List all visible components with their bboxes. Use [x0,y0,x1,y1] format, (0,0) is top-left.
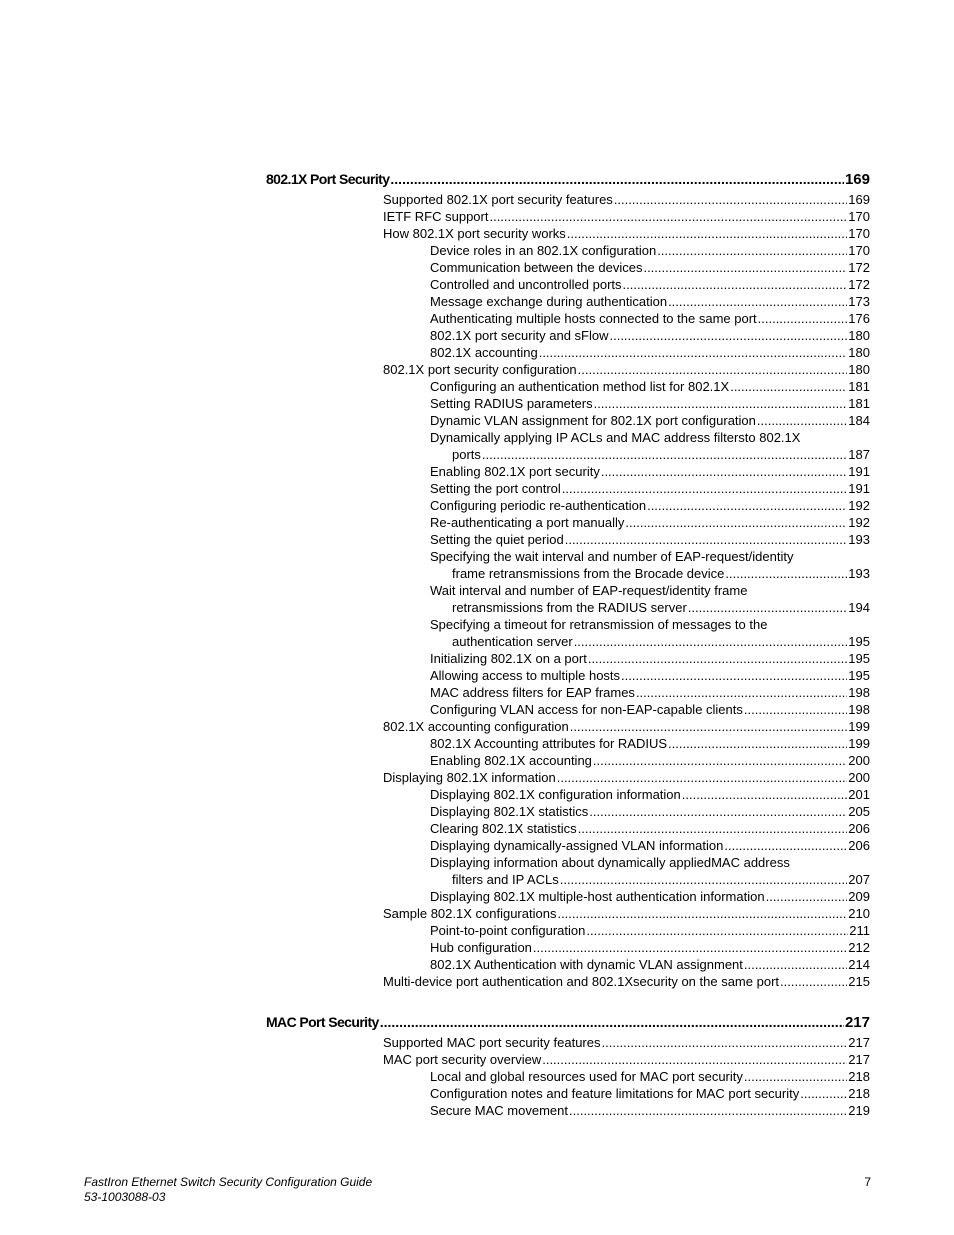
toc-entry-label: Displaying 802.1X information [383,770,556,785]
toc-entry-page-number: 211 [849,923,870,938]
toc-entry[interactable] [430,395,870,412]
toc-entry-label: Displaying 802.1X configuration information [430,787,681,802]
toc-entry-page-number: 212 [848,940,870,955]
toc-entry[interactable] [430,259,870,276]
toc-entry-page-number: 180 [848,328,870,343]
toc-entry-page-number: 169 [848,192,870,207]
toc-entry[interactable] [383,973,870,990]
toc-entry-page-number: 199 [848,719,870,734]
toc-entry[interactable] [430,276,870,293]
toc-chapter-heading[interactable] [266,171,870,191]
toc-entry-page-number: 198 [848,702,870,717]
toc-entry[interactable] [430,1085,870,1102]
dot-leader [800,1085,847,1102]
dot-leader [724,837,847,854]
toc-entry[interactable] [430,310,870,327]
toc-entry-label: How 802.1X port security works [383,226,566,241]
dot-leader [578,361,848,378]
toc-entry[interactable] [383,191,870,208]
toc-entry-label: Setting the quiet period [430,532,564,547]
toc-entry[interactable] [383,225,870,242]
dot-leader [609,327,847,344]
toc-entry[interactable] [266,548,870,582]
toc-entry-page-number: 200 [848,753,870,768]
toc-entry-page-number: 219 [848,1103,870,1118]
toc-entry-page-number: 180 [848,362,870,377]
page-footer [84,1175,871,1205]
toc-entry-label: Displaying dynamically-assigned VLAN information [430,838,724,853]
toc-entry-page-number: 187 [848,447,870,462]
toc-entry-page-number: 215 [848,974,870,989]
toc-entry-label: Message exchange during authentication [430,294,668,309]
dot-leader [565,531,848,548]
toc-entry[interactable] [430,412,870,429]
toc-entry-label: Setting the port control [430,481,561,496]
toc-entry-label-continued: frame retransmissions from the Brocade device [452,566,725,581]
toc-entry-page-number: 199 [848,736,870,751]
dot-leader [562,480,847,497]
toc-entry[interactable] [430,242,870,259]
toc-entry[interactable] [430,1102,870,1119]
toc-entry-page-number: 214 [848,957,870,972]
toc-entry-label: Supported MAC port security features [383,1035,601,1050]
toc-entry[interactable] [430,684,870,701]
toc-entry-page-number: 217 [848,1035,870,1050]
toc-entry-label: MAC port security overview [383,1052,542,1067]
dot-leader [489,208,847,225]
toc-section-mac-port-security [266,1014,870,1119]
toc-entry-page-number: 195 [848,634,870,649]
toc-entry-page-number: 218 [848,1069,870,1084]
toc-entry-label: IETF RFC support [383,209,489,224]
toc-entry-label-continued: ports [452,447,481,462]
toc-entry-page-number: 181 [848,379,870,394]
toc-entry-page-number: 191 [848,464,870,479]
dot-leader [557,905,847,922]
toc-entry[interactable] [266,616,870,650]
toc-entry[interactable] [430,667,870,684]
dot-leader [570,718,848,735]
footer-doc-number: 53-1003088-03 [84,1190,166,1204]
toc-entry[interactable] [430,378,870,395]
dot-leader [657,242,847,259]
dot-leader [668,735,847,752]
toc-entry-label: Displaying information about dynamically appliedMAC address [430,855,790,870]
toc-entry-page-number: 218 [848,1086,870,1101]
chapter-page-number: 217 [844,1014,870,1031]
toc-entry-label: Configuring an authentication method list for 802.1X [430,379,730,394]
toc-entry-label: Displaying 802.1X statistics [430,804,589,819]
dot-leader [586,922,848,939]
dot-leader [688,599,848,616]
dot-leader [602,1034,848,1051]
toc-entry[interactable] [430,497,870,514]
toc-entry[interactable] [430,1068,870,1085]
dot-leader [730,378,847,395]
toc-entry-page-number: 217 [848,1052,870,1067]
toc-entry-label: Enabling 802.1X accounting [430,753,592,768]
toc-entry-label: Secure MAC movement [430,1103,568,1118]
toc-entry-label: 802.1X Authentication with dynamic VLAN assignment [430,957,743,972]
toc-entry-label: Specifying a timeout for retransmission of messages to the [430,617,768,632]
chapter-title: MAC Port Security [266,1014,379,1030]
toc-section-8021x [266,171,870,990]
dot-leader [682,786,848,803]
toc-entry-page-number: 193 [848,566,870,581]
dot-leader [539,344,848,361]
toc-entry[interactable] [430,531,870,548]
toc-entry-label-continued: filters and IP ACLs [452,872,559,887]
toc-entry-label: Configuration notes and feature limitations for MAC port security [430,1086,800,1101]
toc-entry-page-number: 173 [848,294,870,309]
toc-entry-label: Supported 802.1X port security features [383,192,613,207]
dot-leader [625,514,847,531]
toc-entry[interactable] [430,803,870,820]
toc-entry[interactable] [430,701,870,718]
toc-entry-label: Local and global resources used for MAC port security [430,1069,743,1084]
footer-guide-title: FastIron Ethernet Switch Security Configuration Guide [84,1175,373,1189]
toc-entry-label: Dynamically applying IP ACLs and MAC address filtersto 802.1X [430,430,801,445]
toc-entry[interactable] [383,905,870,922]
dot-leader [643,259,847,276]
toc-entry[interactable] [430,820,870,837]
toc-entry-label: Device roles in an 802.1X configuration [430,243,657,258]
toc-entry[interactable] [383,361,870,378]
toc-entry-page-number: 181 [848,396,870,411]
chapter-page-number: 169 [844,171,870,188]
toc-entry[interactable] [430,837,870,854]
toc-chapter-heading[interactable] [266,1014,870,1034]
toc-entry-page-number: 206 [848,838,870,853]
toc-entry[interactable] [430,922,870,939]
toc-entry[interactable] [430,514,870,531]
toc-entry-label: Clearing 802.1X statistics [430,821,577,836]
toc-entry-label: Wait interval and number of EAP-request/identity frame [430,583,748,598]
toc-entry[interactable] [383,1034,870,1051]
toc-entry[interactable] [383,208,870,225]
toc-entry-label: Specifying the wait interval and number of EAP-request/identity [430,549,794,564]
toc-entry-label: 802.1X accounting [430,345,538,360]
toc-entry-page-number: 193 [848,532,870,547]
dot-leader [744,701,847,718]
toc-entry-label: 802.1X port security and sFlow [430,328,609,343]
toc-entry[interactable] [430,650,870,667]
dot-leader [757,412,847,429]
toc-entry[interactable] [430,786,870,803]
dot-leader [744,956,847,973]
dot-leader [533,939,847,956]
toc-entry-label: Configuring VLAN access for non-EAP-capable clients [430,702,743,717]
toc-entry-label: Configuring periodic re-authentication [430,498,647,513]
toc-entry-page-number: 200 [848,770,870,785]
dot-leader [560,871,848,888]
toc-entry-label: MAC address filters for EAP frames [430,685,635,700]
dot-leader [482,446,847,463]
toc-entry-label: 802.1X Accounting attributes for RADIUS [430,736,668,751]
dot-leader [390,171,844,187]
toc-entry[interactable] [430,939,870,956]
toc-entry-label: Controlled and uncontrolled ports [430,277,622,292]
dot-leader [567,225,848,242]
dot-leader [569,1102,847,1119]
toc-entry-label: Dynamic VLAN assignment for 802.1X port configuration [430,413,756,428]
toc-entry-label: Sample 802.1X configurations [383,906,557,921]
dot-leader [621,667,847,684]
dot-leader [594,395,848,412]
toc-entry[interactable] [383,1051,870,1068]
toc-entry[interactable] [430,888,870,905]
toc-entry-page-number: 172 [848,260,870,275]
toc-entry[interactable] [383,718,870,735]
toc-entry[interactable] [430,735,870,752]
toc-entry-page-number: 206 [848,821,870,836]
footer-page-number: 7 [864,1175,871,1189]
toc-entry[interactable] [383,769,870,786]
toc-entry-page-number: 170 [848,243,870,258]
toc-entry-label: 802.1X accounting configuration [383,719,569,734]
toc-entry-page-number: 210 [848,906,870,921]
toc-entry-page-number: 195 [848,668,870,683]
dot-leader [758,310,848,327]
toc-entry-page-number: 209 [848,889,870,904]
toc-entry[interactable] [430,344,870,361]
toc-entry[interactable] [430,463,870,480]
dot-leader [647,497,847,514]
toc-entry[interactable] [430,956,870,973]
toc-entry-label: Point-to-point configuration [430,923,586,938]
dot-leader [588,650,847,667]
dot-leader [593,752,847,769]
toc-entry[interactable] [430,480,870,497]
toc-entry-label: Displaying 802.1X multiple-host authentication information [430,889,765,904]
toc-entry-label: Initializing 802.1X on a port [430,651,587,666]
dot-leader [589,803,847,820]
toc-entry-page-number: 191 [848,481,870,496]
toc-entry-label-continued: authentication server [452,634,573,649]
toc-entry[interactable] [266,429,870,463]
dot-leader [636,684,847,701]
toc-entry-page-number: 194 [848,600,870,615]
toc-entry-label: Allowing access to multiple hosts [430,668,621,683]
dot-leader [766,888,848,905]
toc-entry-label: Re-authenticating a port manually [430,515,625,530]
dot-leader [380,1014,844,1030]
toc-entry-label: Enabling 802.1X port security [430,464,600,479]
toc-entry-page-number: 170 [848,209,870,224]
toc-entry-label: Setting RADIUS parameters [430,396,593,411]
toc-entry-page-number: 172 [848,277,870,292]
toc-entry-label: Communication between the devices [430,260,643,275]
toc-entry[interactable] [266,582,870,616]
toc-entry-label: Hub configuration [430,940,532,955]
toc-entry[interactable] [266,854,870,888]
dot-leader [668,293,847,310]
toc-entry[interactable] [430,327,870,344]
dot-leader [614,191,847,208]
dot-leader [557,769,848,786]
toc-entry-page-number: 192 [848,498,870,513]
toc-entry-label: 802.1X port security configuration [383,362,577,377]
dot-leader [542,1051,847,1068]
toc-entry[interactable] [430,293,870,310]
dot-leader [780,973,847,990]
dot-leader [623,276,848,293]
toc-entry-label-continued: retransmissions from the RADIUS server [452,600,687,615]
toc-entry-label: Authenticating multiple hosts connected to the same port [430,311,757,326]
dot-leader [574,633,848,650]
toc-entry[interactable] [430,752,870,769]
toc-entry-page-number: 176 [848,311,870,326]
chapter-title: 802.1X Port Security [266,171,390,187]
toc-entry-page-number: 170 [848,226,870,241]
dot-leader [578,820,848,837]
toc-entry-page-number: 184 [848,413,870,428]
toc-entry-page-number: 192 [848,515,870,530]
toc-entry-page-number: 195 [848,651,870,666]
toc-entry-page-number: 180 [848,345,870,360]
dot-leader [744,1068,847,1085]
dot-leader [725,565,847,582]
toc-entry-page-number: 205 [848,804,870,819]
toc-entry-page-number: 207 [848,872,870,887]
dot-leader [601,463,847,480]
toc-entry-page-number: 198 [848,685,870,700]
toc-entry-page-number: 201 [848,787,870,802]
toc-entry-label: Multi-device port authentication and 802.1Xsecurity on the same port [383,974,780,989]
